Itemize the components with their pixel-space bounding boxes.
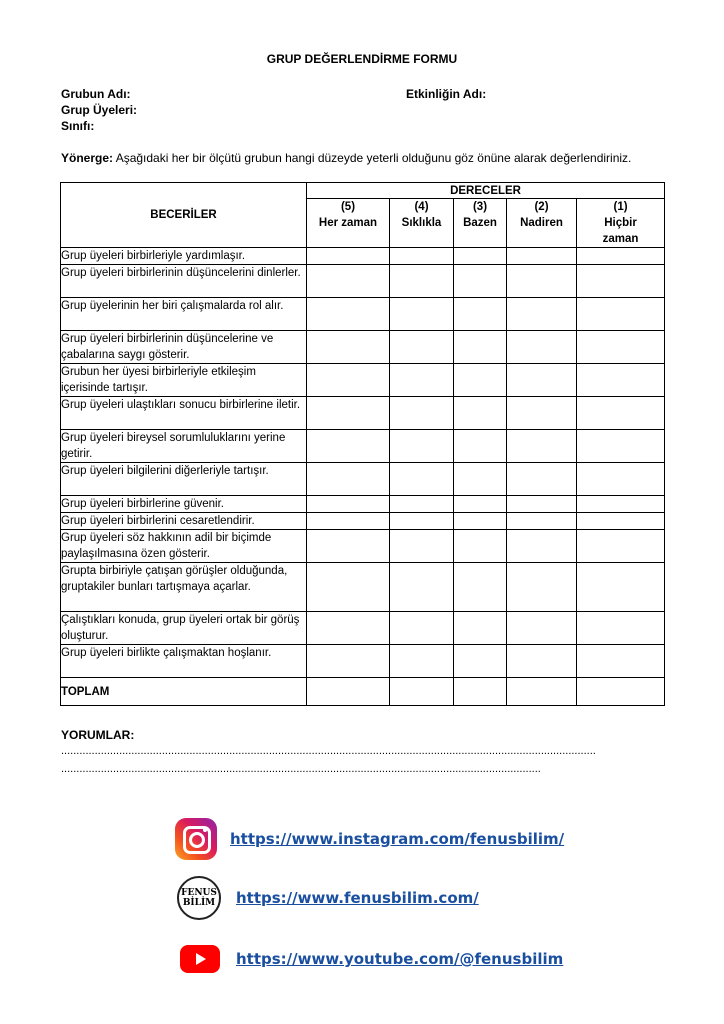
rating-cell-1[interactable]: [577, 463, 665, 496]
rating-cell-1[interactable]: [577, 530, 665, 563]
total-cell-2[interactable]: [507, 678, 577, 706]
rating-cell-4[interactable]: [390, 331, 454, 364]
rating-cell-5[interactable]: [307, 463, 390, 496]
instagram-link[interactable]: https://www.instagram.com/fenusbilim/: [230, 830, 565, 848]
rating-cell-5[interactable]: [307, 513, 390, 530]
rating-cell-4[interactable]: [390, 364, 454, 397]
total-cell-3[interactable]: [454, 678, 507, 706]
website-link-row: [177, 876, 479, 920]
rating-cell-5[interactable]: [307, 397, 390, 430]
table-row: [61, 265, 665, 298]
table-row: [61, 612, 665, 645]
instruction-label: Yönerge:: [61, 151, 114, 165]
table-row: [61, 298, 665, 331]
rating-header-2: [507, 199, 577, 248]
rating-cell-5[interactable]: [307, 265, 390, 298]
rating-cell-3[interactable]: [454, 265, 507, 298]
rating-cell-5[interactable]: [307, 612, 390, 645]
rating-cell-1[interactable]: [577, 496, 665, 513]
table-row: [61, 645, 665, 678]
criterion-text: Grup üyeleri birbirlerini cesaretlendirir.: [61, 513, 307, 530]
rating-cell-4[interactable]: [390, 397, 454, 430]
rating-cell-3[interactable]: [454, 530, 507, 563]
criterion-text: Grup üyeleri birbirlerine güvenir.: [61, 496, 307, 513]
total-cell-5[interactable]: [307, 678, 390, 706]
rating-cell-2[interactable]: [507, 513, 577, 530]
rating-cell-5[interactable]: [307, 248, 390, 265]
skills-header: BECERİLER: [61, 183, 307, 248]
activity-name-label: Etkinliğin Adı:: [406, 87, 487, 101]
total-cell-1[interactable]: [577, 678, 665, 706]
comment-line-2[interactable]: .............................................................................................................................................................: [61, 763, 541, 775]
rating-number: (2): [534, 201, 549, 213]
rating-cell-5[interactable]: [307, 298, 390, 331]
rating-cell-1[interactable]: [577, 430, 665, 463]
rating-cell-2[interactable]: [507, 430, 577, 463]
rating-cell-2[interactable]: [507, 397, 577, 430]
rating-cell-5[interactable]: [307, 430, 390, 463]
rating-header-4: [390, 199, 454, 248]
criterion-text: Grup üyeleri birbirlerinin düşüncelerine ve çabalarına saygı gösterir.: [61, 331, 307, 364]
criterion-text: Grup üyeleri birbirleriyle yardımlaşır.: [61, 248, 307, 265]
comments-label: YORUMLAR:: [61, 728, 135, 742]
website-link[interactable]: https://www.fenusbilim.com/: [236, 889, 479, 907]
rating-cell-4[interactable]: [390, 513, 454, 530]
rating-cell-4[interactable]: [390, 265, 454, 298]
rating-cell-5[interactable]: [307, 530, 390, 563]
rating-cell-4[interactable]: [390, 645, 454, 678]
youtube-link[interactable]: https://www.youtube.com/@fenusbilim: [236, 950, 564, 968]
total-label: TOPLAM: [61, 678, 307, 706]
ratings-header: DERECELER: [307, 183, 665, 199]
criterion-text: Çalıştıkları konuda, grup üyeleri ortak bir görüş oluşturur.: [61, 612, 307, 645]
rating-cell-2[interactable]: [507, 364, 577, 397]
table-row: [61, 397, 665, 430]
rating-cell-3[interactable]: [454, 331, 507, 364]
form-title: GRUP DEĞERLENDİRME FORMU: [266, 52, 458, 66]
rating-cell-1[interactable]: [577, 612, 665, 645]
rating-cell-3[interactable]: [454, 430, 507, 463]
rating-cell-3[interactable]: [454, 513, 507, 530]
rating-cell-1[interactable]: [577, 265, 665, 298]
instruction-text: Aşağıdaki her bir ölçütü grubun hangi düzeyde yeterli olduğunu göz önüne alarak değerlendiriniz.: [113, 151, 632, 165]
criterion-text: Grupta birbiriyle çatışan görüşler olduğunda, gruptakiler bunları tartışmaya açarlar.: [61, 563, 307, 612]
instruction: [61, 151, 631, 165]
logo-line-2: BİLİM: [182, 898, 216, 908]
logo-line-1: FENUS: [181, 888, 217, 898]
criterion-text: Grup üyeleri ulaştıkları sonucu birbirlerine iletir.: [61, 397, 307, 430]
rating-cell-2[interactable]: [507, 612, 577, 645]
rating-cell-5[interactable]: [307, 331, 390, 364]
table-row: [61, 563, 665, 612]
rating-label: Bazen: [463, 217, 497, 229]
rating-cell-2[interactable]: [507, 645, 577, 678]
rating-cell-3[interactable]: [454, 397, 507, 430]
group-name-label: Grubun Adı:: [61, 87, 131, 101]
rating-cell-5[interactable]: [307, 496, 390, 513]
criterion-text: Grup üyeleri söz hakkının adil bir biçimde paylaşılmasına özen gösterir.: [61, 530, 307, 563]
rating-cell-1[interactable]: [577, 364, 665, 397]
rating-cell-1[interactable]: [577, 248, 665, 265]
total-cell-4[interactable]: [390, 678, 454, 706]
rating-label: Nadiren: [520, 217, 563, 229]
total-row: [61, 678, 665, 706]
rating-header-3: [454, 199, 507, 248]
table-row: [61, 430, 665, 463]
rating-cell-2[interactable]: [507, 331, 577, 364]
rating-cell-4[interactable]: [390, 430, 454, 463]
rating-cell-4[interactable]: [390, 530, 454, 563]
rating-number: (3): [472, 201, 488, 213]
rating-number: (1): [613, 201, 628, 213]
rating-label: Her zaman: [318, 217, 378, 229]
rating-number: (5): [340, 201, 356, 213]
table-row: [61, 496, 665, 513]
rating-cell-1[interactable]: [577, 331, 665, 364]
table-row: [61, 364, 665, 397]
criterion-text: Grup üyeleri bireysel sorumluluklarını yerine getirir.: [61, 430, 307, 463]
rating-cell-2[interactable]: [507, 496, 577, 513]
rating-cell-2[interactable]: [507, 298, 577, 331]
rating-cell-4[interactable]: [390, 612, 454, 645]
youtube-icon[interactable]: [180, 945, 220, 973]
rating-cell-5[interactable]: [307, 563, 390, 612]
table-row: [61, 530, 665, 563]
criterion-text: Grup üyelerinin her biri çalışmalarda rol alır.: [61, 298, 307, 331]
table-row: [61, 248, 665, 265]
rating-label: Sıklıkla: [401, 217, 442, 229]
rating-cell-2[interactable]: [507, 563, 577, 612]
rating-cell-3[interactable]: [454, 496, 507, 513]
youtube-link-row: [180, 945, 563, 973]
rating-cell-4[interactable]: [390, 463, 454, 496]
rating-cell-3[interactable]: [454, 612, 507, 645]
rating-cell-4[interactable]: [390, 248, 454, 265]
table-row: [61, 331, 665, 364]
rating-cell-1[interactable]: [577, 397, 665, 430]
group-members-label: Grup Üyeleri:: [61, 103, 138, 117]
fenusbilim-logo[interactable]: [177, 876, 221, 920]
instagram-icon[interactable]: [175, 818, 217, 860]
rating-cell-3[interactable]: [454, 364, 507, 397]
rating-cell-1[interactable]: [577, 563, 665, 612]
rating-cell-4[interactable]: [390, 563, 454, 612]
rating-cell-2[interactable]: [507, 248, 577, 265]
class-label: Sınıfı:: [61, 119, 95, 133]
rating-cell-5[interactable]: [307, 645, 390, 678]
rating-cell-2[interactable]: [507, 530, 577, 563]
rating-label: Hiçbir zaman: [602, 217, 639, 245]
criterion-text: Grup üyeleri birbirlerinin düşüncelerini dinlerler.: [61, 265, 307, 298]
rating-cell-3[interactable]: [454, 645, 507, 678]
rating-cell-4[interactable]: [390, 496, 454, 513]
rating-cell-3[interactable]: [454, 563, 507, 612]
comment-line-1[interactable]: ...............................................................................................................................................................................: [61, 745, 596, 757]
rating-cell-2[interactable]: [507, 463, 577, 496]
rating-cell-3[interactable]: [454, 463, 507, 496]
criterion-text: Grup üyeleri bilgilerini diğerleriyle tartışır.: [61, 463, 307, 496]
rating-cell-4[interactable]: [390, 298, 454, 331]
rating-cell-5[interactable]: [307, 364, 390, 397]
criterion-text: Grubun her üyesi birbirleriyle etkileşim içerisinde tartışır.: [61, 364, 307, 397]
rating-cell-2[interactable]: [507, 265, 577, 298]
evaluation-table: [60, 182, 665, 706]
rating-cell-3[interactable]: [454, 298, 507, 331]
rating-cell-1[interactable]: [577, 645, 665, 678]
rating-cell-3[interactable]: [454, 248, 507, 265]
instagram-link-row: [175, 818, 564, 860]
criterion-text: Grup üyeleri birlikte çalışmaktan hoşlanır.: [61, 645, 307, 678]
rating-header-5: [307, 199, 390, 248]
rating-header-1: [577, 199, 665, 248]
table-row: [61, 513, 665, 530]
table-row: [61, 463, 665, 496]
rating-number: (4): [414, 201, 429, 213]
rating-cell-1[interactable]: [577, 513, 665, 530]
rating-cell-1[interactable]: [577, 298, 665, 331]
